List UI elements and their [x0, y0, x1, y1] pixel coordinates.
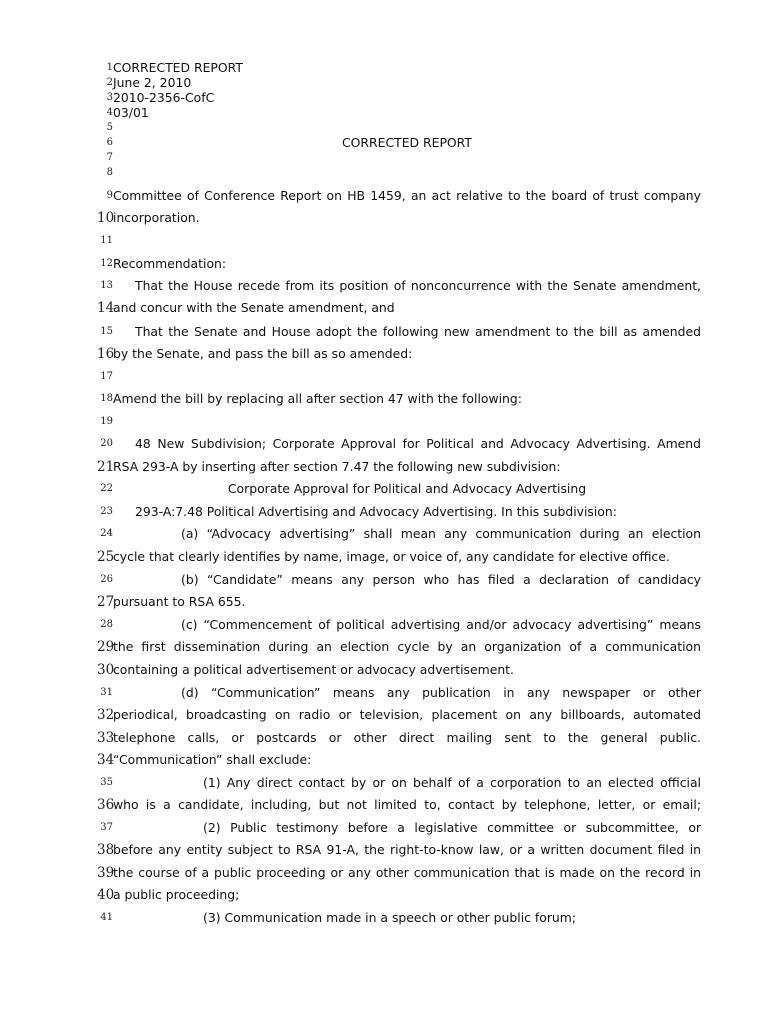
body-line [97, 637, 701, 657]
body-line [97, 367, 701, 387]
line-number: 34 [97, 752, 115, 768]
line-number: 33 [97, 730, 115, 746]
line-number: 5 [106, 122, 113, 133]
line-text: incorporation. [113, 210, 200, 225]
body-line [97, 863, 701, 883]
line-text: Amend the bill by replacing all after section 47 with the following: [113, 391, 522, 406]
body-line [97, 434, 701, 454]
line-number: 31 [100, 687, 113, 698]
body-line [97, 502, 701, 522]
line-number: 22 [100, 483, 113, 494]
line-text: periodical, broadcasting on radio or television, placement on any billboards, automated [113, 707, 701, 722]
body-line [97, 389, 701, 409]
line-number: 12 [100, 258, 113, 269]
line-number: 13 [100, 280, 113, 291]
body-line [97, 412, 701, 432]
line-number: 9 [106, 190, 113, 201]
body-line [97, 479, 701, 499]
report-code: 03/01 [113, 105, 149, 120]
body-line [97, 908, 701, 928]
line-number: 8 [106, 167, 113, 178]
line-text: (c) “Commencement of political advertising and/or advocacy advertising” means [181, 617, 701, 632]
line-number: 32 [97, 707, 115, 723]
body-line [97, 254, 701, 274]
report-date: June 2, 2010 [113, 75, 192, 90]
document-title: CORRECTED REPORT [342, 135, 472, 150]
line-number: 27 [97, 594, 115, 610]
body-line [97, 750, 701, 770]
body-line [97, 276, 701, 296]
report-id: 2010-2356-CofC [113, 90, 215, 105]
line-text: who is a candidate, including, but not limited to, contact by telephone, letter, or email; [113, 797, 701, 812]
line-number: 25 [97, 549, 115, 565]
body-line [97, 231, 701, 251]
line-number: 30 [97, 662, 115, 678]
line-number: 10 [97, 210, 115, 226]
line-number: 3 [106, 92, 113, 103]
line-number: 41 [100, 912, 113, 923]
line-number: 1 [106, 62, 113, 73]
line-text: (d) “Communication” means any publication in any newspaper or other [181, 685, 701, 700]
line-number: 4 [106, 107, 113, 118]
body-line [97, 298, 701, 318]
line-number: 38 [97, 842, 115, 858]
line-text: (1) Any direct contact by or on behalf of a corporation to an elected official [203, 775, 701, 790]
body-line [97, 705, 701, 725]
body-line [97, 322, 701, 342]
line-number: 28 [100, 619, 113, 630]
line-text: cycle that clearly identifies by name, image, or voice of, any candidate for elective office. [113, 549, 670, 564]
line-number: 35 [100, 777, 113, 788]
line-number: 21 [97, 459, 115, 475]
line-number: 23 [100, 506, 113, 517]
body-line [97, 683, 701, 703]
line-number: 6 [106, 137, 113, 148]
body-line [97, 660, 701, 680]
line-number: 36 [97, 797, 115, 813]
body-line [97, 840, 701, 860]
body-line [97, 547, 701, 567]
body-line [97, 208, 701, 228]
line-number: 37 [100, 822, 113, 833]
line-number: 14 [97, 300, 115, 316]
body-line [97, 457, 701, 477]
line-text: and concur with the Senate amendment, and [113, 300, 395, 315]
body-line [97, 592, 701, 612]
line-text: 293-A:7.48 Political Advertising and Advocacy Advertising. In this subdivision: [135, 504, 617, 519]
subdivision-heading: Corporate Approval for Political and Advocacy Advertising [227, 481, 587, 496]
body-line [97, 186, 701, 206]
line-number: 19 [100, 416, 113, 427]
line-number: 24 [100, 528, 113, 539]
body-line [97, 885, 701, 905]
report-label: CORRECTED REPORT [113, 60, 243, 75]
line-text: “Communication” shall exclude: [113, 752, 312, 767]
line-text: Recommendation: [113, 256, 227, 271]
line-number: 29 [97, 639, 115, 655]
body-line [97, 570, 701, 590]
line-text: That the House recede from its position of nonconcurrence with the Senate amendment, [135, 278, 701, 293]
line-text: telephone calls, or postcards or other direct mailing sent to the general public. [113, 730, 701, 745]
line-number: 40 [97, 887, 115, 903]
line-number: 39 [97, 865, 115, 881]
line-number: 20 [100, 438, 113, 449]
line-number: 17 [100, 371, 113, 382]
line-text: a public proceeding; [113, 887, 240, 902]
header-line [97, 163, 701, 183]
body-line [97, 818, 701, 838]
line-text: (a) “Advocacy advertising” shall mean any communication during an election [181, 526, 701, 541]
line-text: 48 New Subdivision; Corporate Approval for Political and Advocacy Advertising. Amend [135, 436, 701, 451]
body-line [97, 344, 701, 364]
line-text: RSA 293-A by inserting after section 7.47 the following new subdivision: [113, 459, 561, 474]
line-text: That the Senate and House adopt the following new amendment to the bill as amended [135, 324, 701, 339]
body-line [97, 795, 701, 815]
line-number: 2 [106, 77, 113, 88]
line-text: Committee of Conference Report on HB 1459, an act relative to the board of trust company [113, 188, 701, 203]
line-number: 18 [100, 393, 113, 404]
body-line [97, 524, 701, 544]
line-text: (b) “Candidate” means any person who has filed a declaration of candidacy [181, 572, 701, 587]
line-text: (2) Public testimony before a legislative committee or subcommittee, or [203, 820, 701, 835]
line-text: by the Senate, and pass the bill as so amended: [113, 346, 413, 361]
line-text: (3) Communication made in a speech or other public forum; [203, 910, 577, 925]
line-text: pursuant to RSA 655. [113, 594, 246, 609]
line-number: 7 [106, 152, 113, 163]
line-number: 11 [100, 235, 113, 246]
line-number: 26 [100, 574, 113, 585]
body-line [97, 615, 701, 635]
body-line [97, 773, 701, 793]
line-text: containing a political advertisement or advocacy advertisement. [113, 662, 514, 677]
body-line [97, 728, 701, 748]
line-number: 16 [97, 346, 115, 362]
line-text: the first dissemination during an election cycle by an organization of a communication [113, 639, 701, 654]
line-number: 15 [100, 326, 113, 337]
line-text: before any entity subject to RSA 91-A, the right-to-know law, or a written document filed in [113, 842, 701, 857]
line-text: the course of a public proceeding or any other communication that is made on the record in [113, 865, 701, 880]
